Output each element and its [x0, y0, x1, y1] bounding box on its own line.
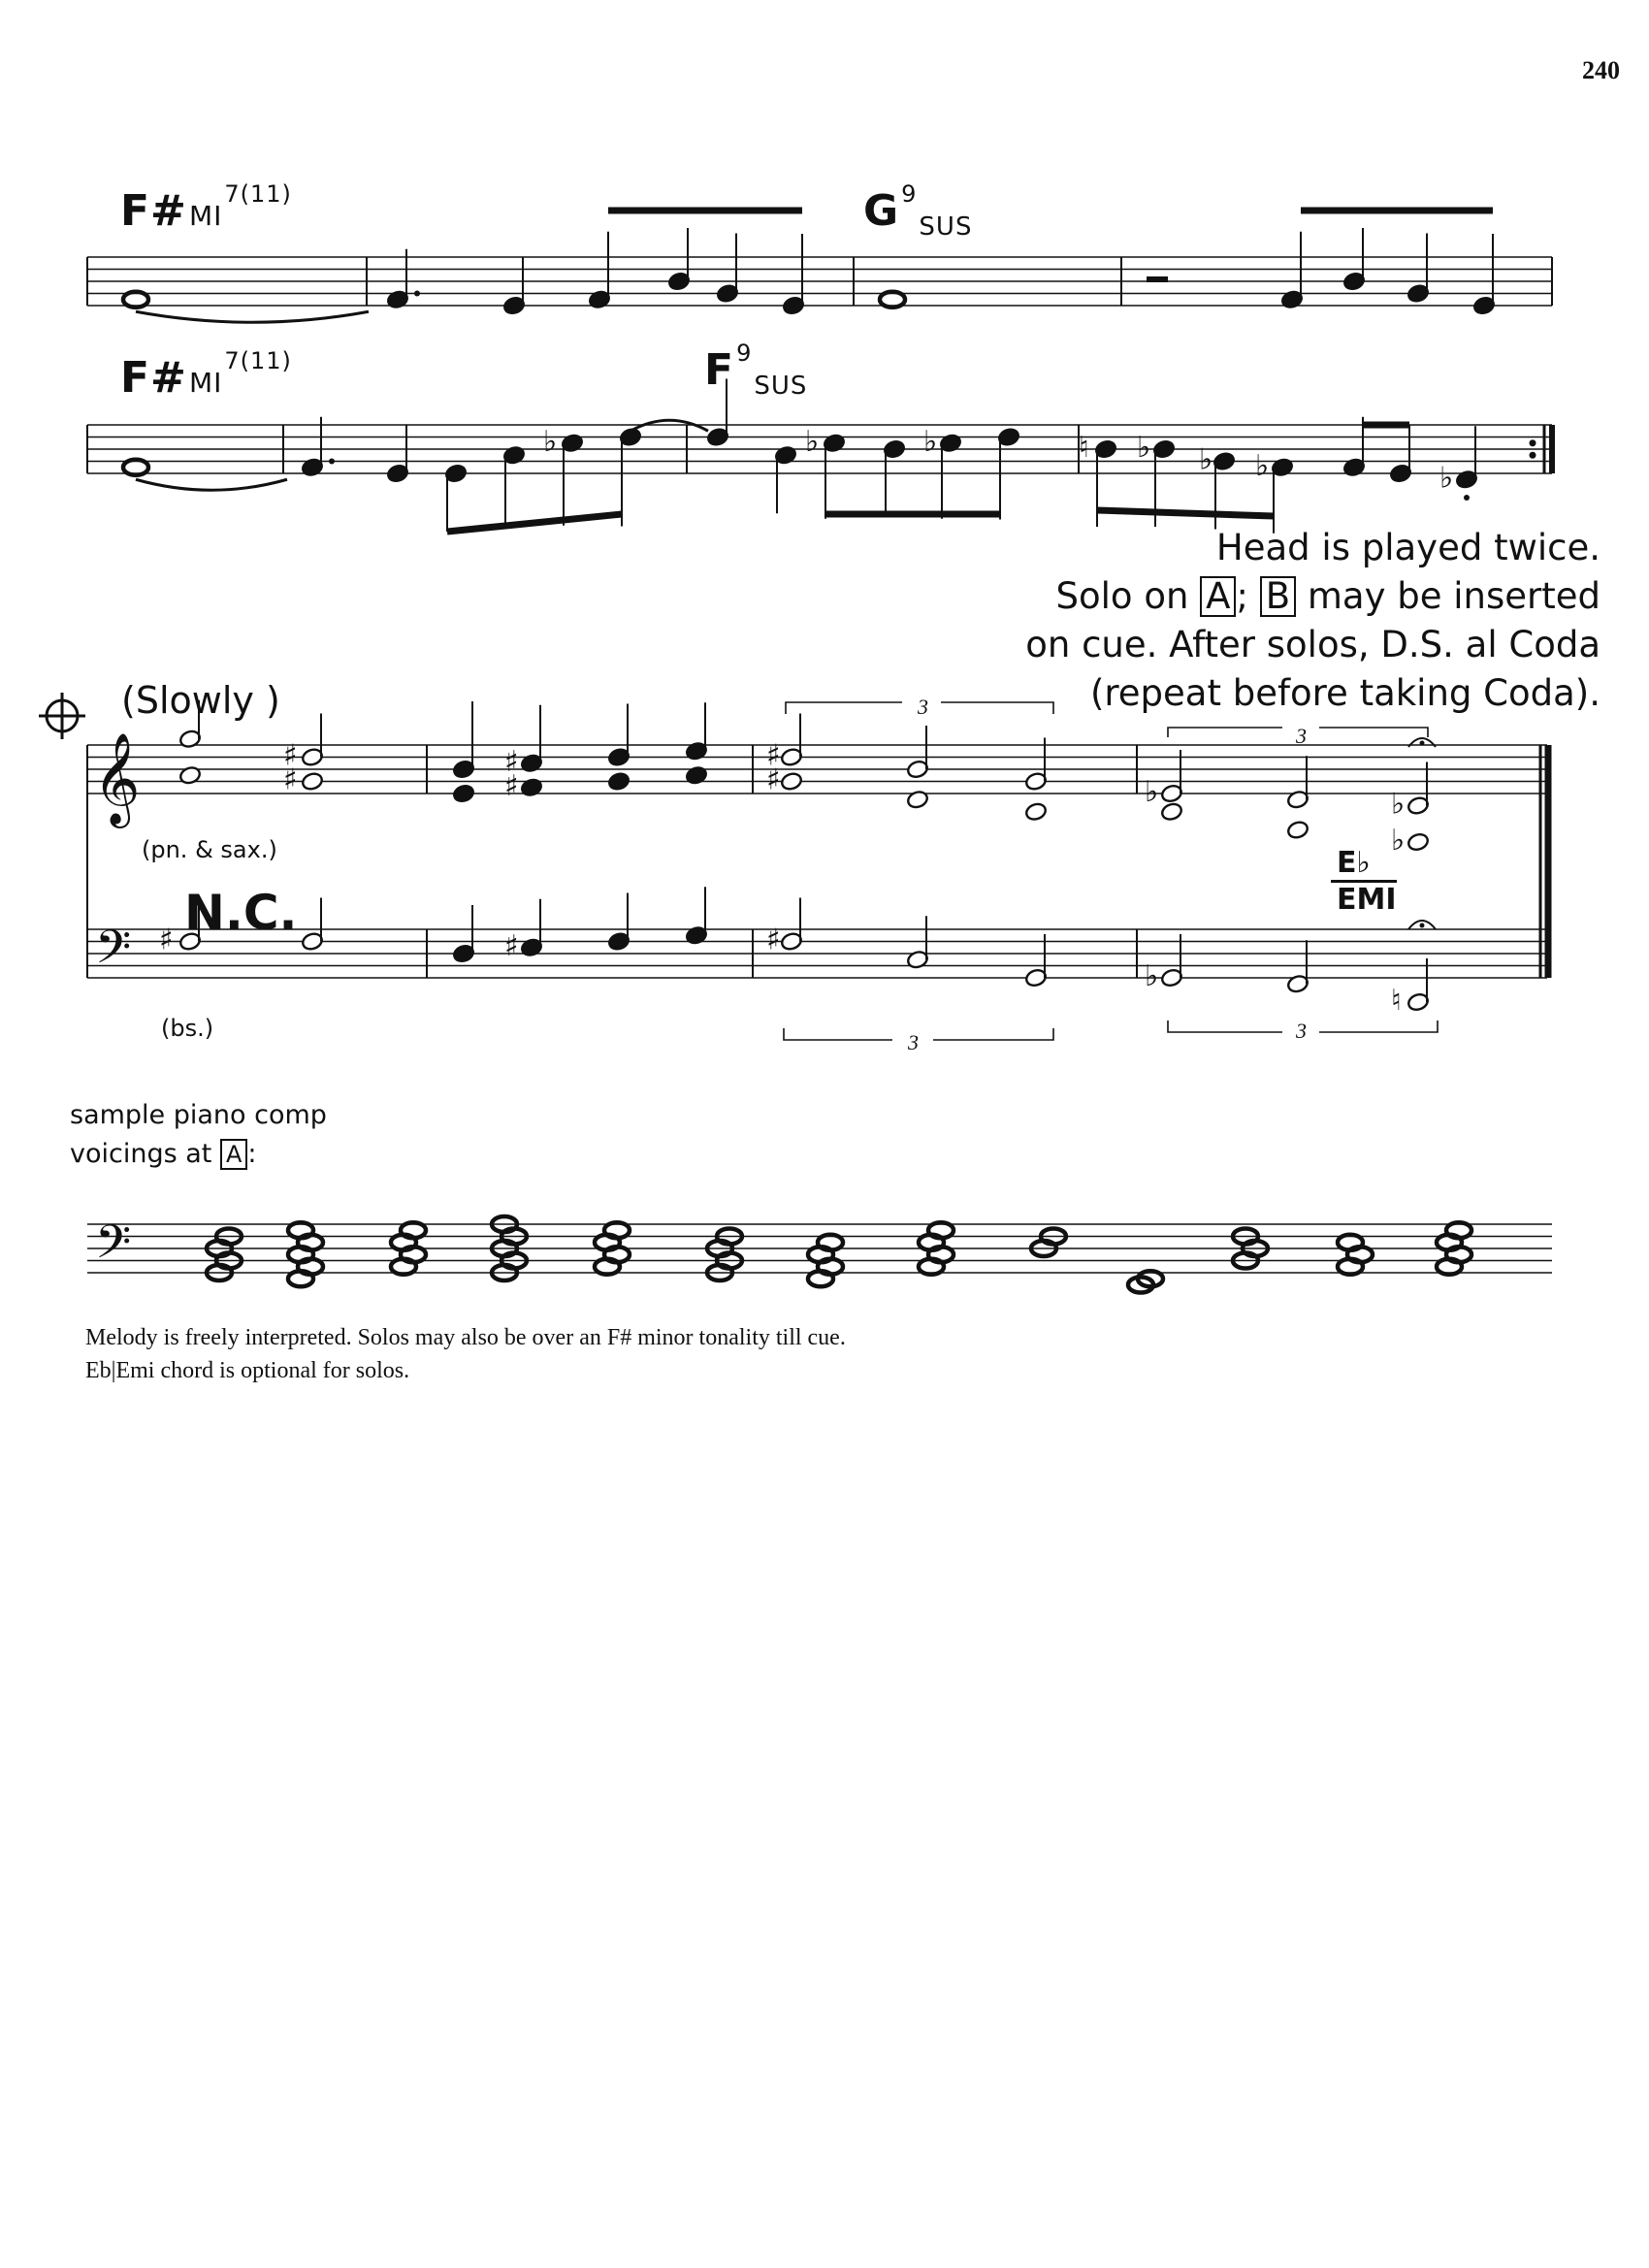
note-head: [780, 771, 803, 792]
accidental: ♭: [1137, 431, 1151, 465]
accidental: ♯: [504, 928, 519, 963]
fermata: [1420, 923, 1425, 928]
rehearsal-mark-b: B: [1260, 576, 1296, 617]
staccato: [1464, 495, 1470, 501]
accidental: ♮: [1079, 431, 1089, 465]
bass-clef: 𝄢: [95, 920, 132, 986]
accidental: ♭: [805, 424, 820, 459]
accidental: ♭: [1391, 824, 1406, 858]
dot: [329, 459, 335, 465]
bass-clef: 𝄢: [95, 1215, 132, 1280]
rehearsal-mark-a: A: [1200, 576, 1236, 617]
note-head: [906, 790, 929, 810]
rehearsal-mark-a: A: [220, 1139, 247, 1170]
no-chord-marking: N.C.: [184, 885, 298, 941]
accidental: ♭: [1199, 442, 1213, 477]
instruction-line: Solo on A ; B may be inserted: [1055, 575, 1600, 617]
instruction-line: Head is played twice.: [1215, 527, 1600, 568]
treble-clef: 𝄞: [93, 732, 141, 825]
accidental: ♭: [1145, 775, 1159, 809]
instrument-label-bass: (bs.): [161, 1015, 214, 1042]
note-head: [1160, 801, 1183, 822]
triplet-number: 3: [918, 695, 928, 719]
accidental: ♭: [1391, 787, 1406, 822]
triplet-number: 3: [908, 1030, 919, 1054]
triplet-number: 3: [1296, 1019, 1307, 1043]
performance-instructions: [999, 524, 1600, 718]
fermata: [1420, 741, 1425, 746]
accidental: ♯: [766, 738, 781, 773]
note-head: [1406, 832, 1430, 853]
tie: [136, 311, 369, 322]
beam: [447, 514, 622, 532]
accidental: ♭: [1439, 461, 1454, 496]
accidental: ♯: [766, 923, 781, 957]
footer-line: Eb|Emi chord is optional for solos.: [85, 1358, 410, 1383]
note-head: [452, 784, 475, 804]
chord-symbol: $F^9_{SUS}$: [704, 340, 808, 401]
chord-symbol: $G^9_{SUS}$: [863, 180, 973, 242]
accidental: ♯: [283, 762, 298, 797]
instruction-line: on cue. After solos, D.S. al Coda: [1025, 624, 1600, 665]
triplet-number: 3: [1296, 724, 1307, 748]
note-head: [607, 771, 630, 792]
footer-notes: [85, 1321, 846, 1387]
accidental: ♭: [923, 424, 938, 459]
note-head: [178, 765, 202, 786]
accidental: ♯: [766, 762, 781, 797]
beam: [1097, 510, 1274, 516]
accidental: ♭: [1145, 959, 1159, 993]
note-head: [1024, 801, 1048, 822]
footer-line: Melody is freely interpreted. Solos may also be over an F# minor tonality till cue.: [85, 1325, 846, 1350]
accidental: ♮: [1391, 984, 1402, 1018]
page-number: 240: [1582, 56, 1620, 84]
chord-symbol: $F\#MI^{7(11)}$: [120, 347, 292, 403]
repeat-dot: [1530, 452, 1536, 459]
accidental: ♭: [543, 424, 558, 459]
instruction-line: (repeat before taking Coda).: [1089, 672, 1600, 714]
sample-voicings-caption: sample piano comp voicings at A :: [70, 1100, 327, 1169]
slash-chord-symbol: E♭ EMI: [1331, 846, 1397, 917]
tempo-marking: (Slowly ): [121, 679, 280, 722]
accidental: ♯: [504, 744, 519, 779]
note-head: [520, 777, 543, 797]
accidental: ♯: [283, 738, 298, 773]
note-head: [301, 771, 324, 792]
triplet-bracket: [784, 1028, 1053, 1040]
accidental: ♭: [1255, 448, 1270, 483]
chord-symbol: $F\#MI^{7(11)}$: [120, 180, 292, 236]
dot: [414, 291, 420, 297]
note-head: [685, 765, 708, 786]
repeat-dot: [1530, 439, 1536, 446]
accidental: ♯: [504, 768, 519, 803]
tie: [136, 479, 287, 490]
note-head: [1286, 820, 1310, 840]
half-rest: [1147, 276, 1168, 282]
accidental: ♯: [159, 923, 174, 957]
instrument-label-treble: (pn. & sax.): [142, 836, 277, 863]
